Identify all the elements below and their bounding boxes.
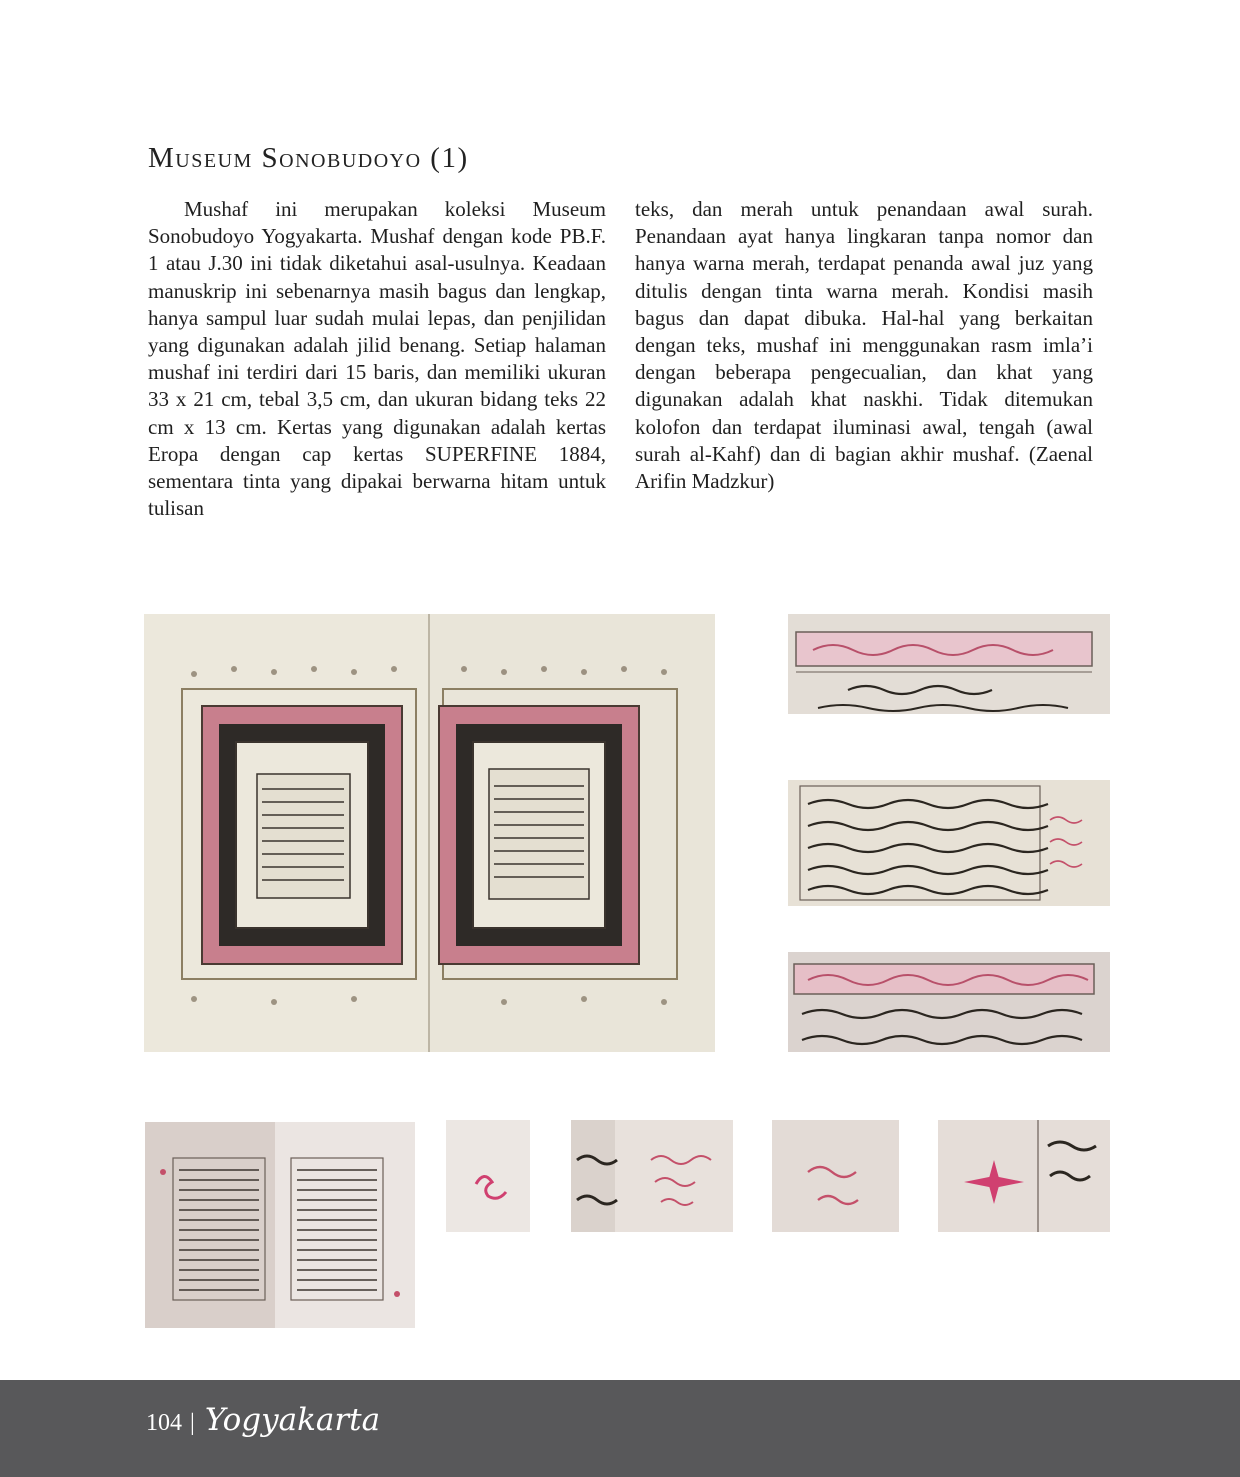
illuminated-spread-photo: [144, 614, 715, 1052]
page-number: 104: [146, 1410, 182, 1436]
rukuk-marker-photo: [571, 1120, 733, 1232]
ornament-marker-photo: [938, 1120, 1110, 1232]
body-column-left: Mushaf ini merupakan koleksi Museum Sonobudoyo Yogyakarta. Mushaf dengan kode PB.F. 1 atau J.30 ini tidak diketahui asal-usulnya. Keadaan manuskrip ini sebenarnya masih bagus dan lengkap, hanya sampul luar sudah mulai lepas, dan penjilidan yang digunakan adalah jilid benang. Setiap halaman mushaf ini terdiri dari 15 baris, dan memiliki ukuran 33 x 21 cm, tebal 3,5 cm, dan ukuran bidang teks 22 cm x 13 cm. Kertas yang digunakan adalah kertas Eropa dengan cap kertas SUPERFINE 1884, sementara tinta yang dipakai berwarna hitam untuk tulisan: [148, 197, 606, 521]
section-title: Yogyakarta: [204, 1402, 381, 1438]
detail-photo-surah-heading: [788, 614, 1110, 714]
juz-label-photo: [772, 1120, 899, 1232]
detail-photo-surah-opening: [788, 952, 1110, 1052]
text-spread-photo: [145, 1122, 415, 1328]
page-title: Museum Sonobudoyo (1): [148, 142, 469, 174]
ain-marker-photo: [446, 1120, 530, 1232]
body-column-right: teks, dan merah untuk penandaan awal surah. Penandaan ayat hanya lingkaran tanpa nomor dan hanya warna merah, terdapat penanda awal juz yang ditulis dengan tinta warna merah. Kondisi masih bagus dan dapat dibuka. Hal-hal yang berkaitan dengan teks, mushaf ini menggunakan rasm imla’i dengan beberapa pengecualian, dan khat yang digunakan adalah khat naskhi. Tidak ditemukan kolofon dan terdapat iluminasi awal, tengah (awal surah al-Kahf) dan di bagian akhir mushaf. (Zaenal Arifin Madzkur): [635, 197, 1093, 494]
footer: [146, 1402, 380, 1438]
footer-separator: |: [190, 1410, 195, 1436]
detail-photo-juz-marker: [788, 780, 1110, 906]
